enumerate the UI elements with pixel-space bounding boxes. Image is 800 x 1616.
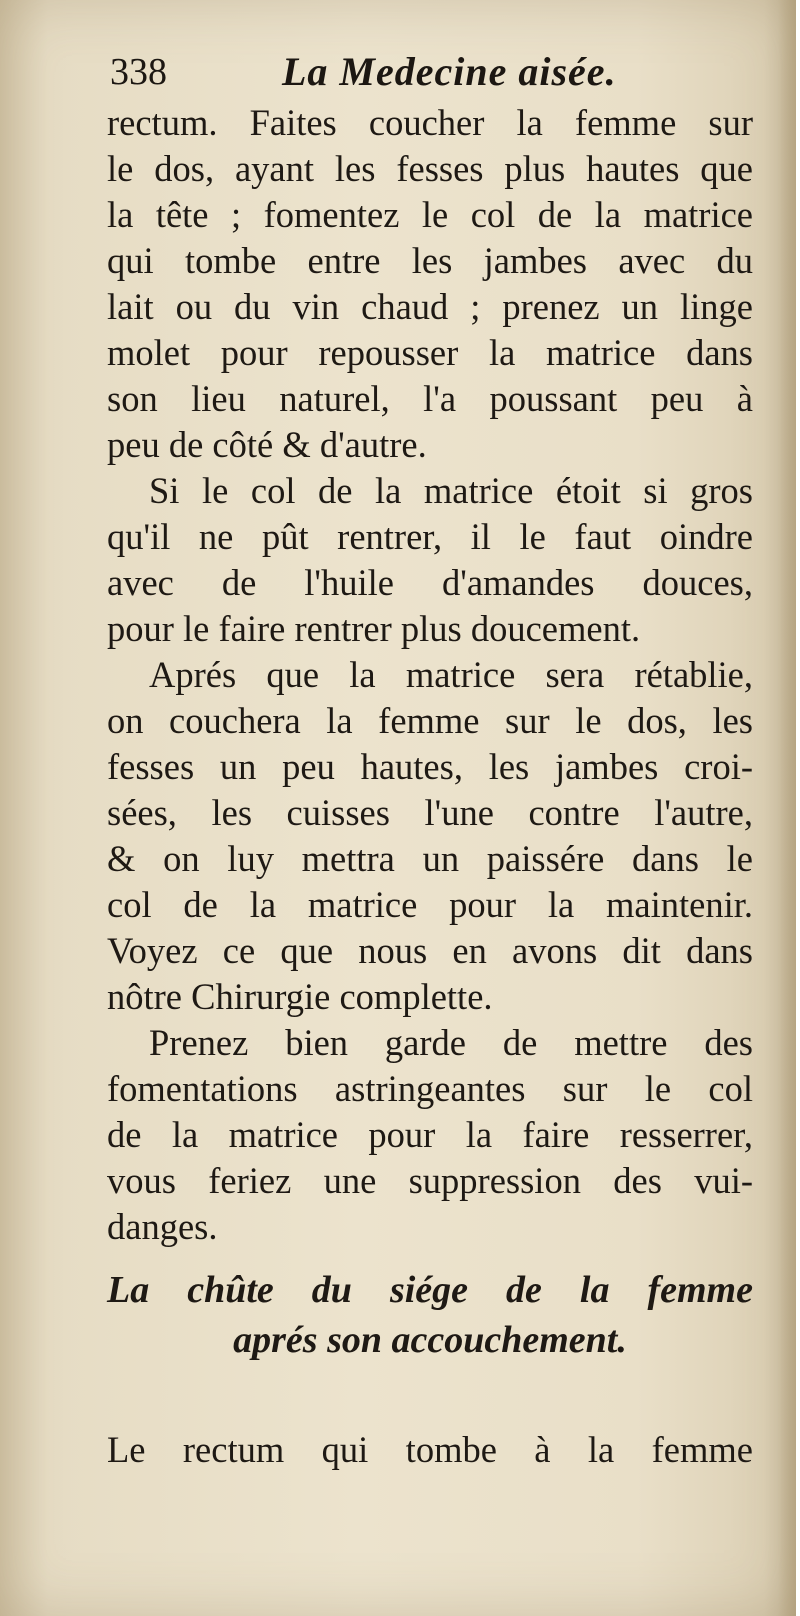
section-heading [107,1265,753,1365]
section-paragraph [107,1427,753,1473]
text-line: nôtre Chirurgie complette. [107,976,493,1017]
text-line: le dos, ayant les fesses plus hautes que [107,148,753,189]
page-header [110,48,750,98]
text-line: rectum. Faites coucher la femme sur [107,102,753,143]
text-line: vous feriez une suppression des vui- [107,1160,753,1201]
text-line: qui tombe entre les jambes avec du [107,240,753,281]
page-number: 338 [110,51,167,93]
text-line: col de la matrice pour la maintenir. [107,884,753,925]
text-line: peu de côté & d'autre. [107,424,427,465]
text-line: pour le faire rentrer plus doucement. [107,608,641,649]
text-line: & on luy mettra un paissére dans le [107,838,753,879]
text-line: sées, les cuisses l'une contre l'autre, [107,792,753,833]
running-title: La Medecine aisée. [282,49,617,94]
text-line: de la matrice pour la faire resserrer, [107,1114,753,1155]
text-line: Aprés que la matrice sera rétablie, [149,654,753,695]
text-line: on couchera la femme sur le dos, les [107,700,753,741]
text-line: fesses un peu hautes, les jambes croi- [107,746,753,787]
text-line: molet pour repousser la matrice dans [107,332,753,373]
text-line: fomentations astringeantes sur le col [107,1068,753,1109]
text-line: avec de l'huile d'amandes douces, [107,562,753,603]
text-line: Voyez ce que nous en avons dit dans [107,930,753,971]
text-line: lait ou du vin chaud ; prenez un linge [107,286,753,327]
page-gutter-shadow [778,0,796,1616]
text-line: Prenez bien garde de mettre des [149,1022,753,1063]
section-heading-line: aprés son accouchement. [233,1319,627,1361]
text-line: Le rectum qui tombe à la femme [107,1429,753,1470]
text-line: son lieu naturel, l'a poussant peu à [107,378,753,419]
text-line: Si le col de la matrice étoit si gros [149,470,753,511]
text-line: qu'il ne pût rentrer, il le faut oindre [107,516,753,557]
body-text [107,100,753,1250]
text-line: danges. [107,1206,218,1247]
text-line: la tête ; fomentez le col de la matrice [107,194,753,235]
section-heading-line: La chûte du siége de la femme [107,1269,753,1311]
